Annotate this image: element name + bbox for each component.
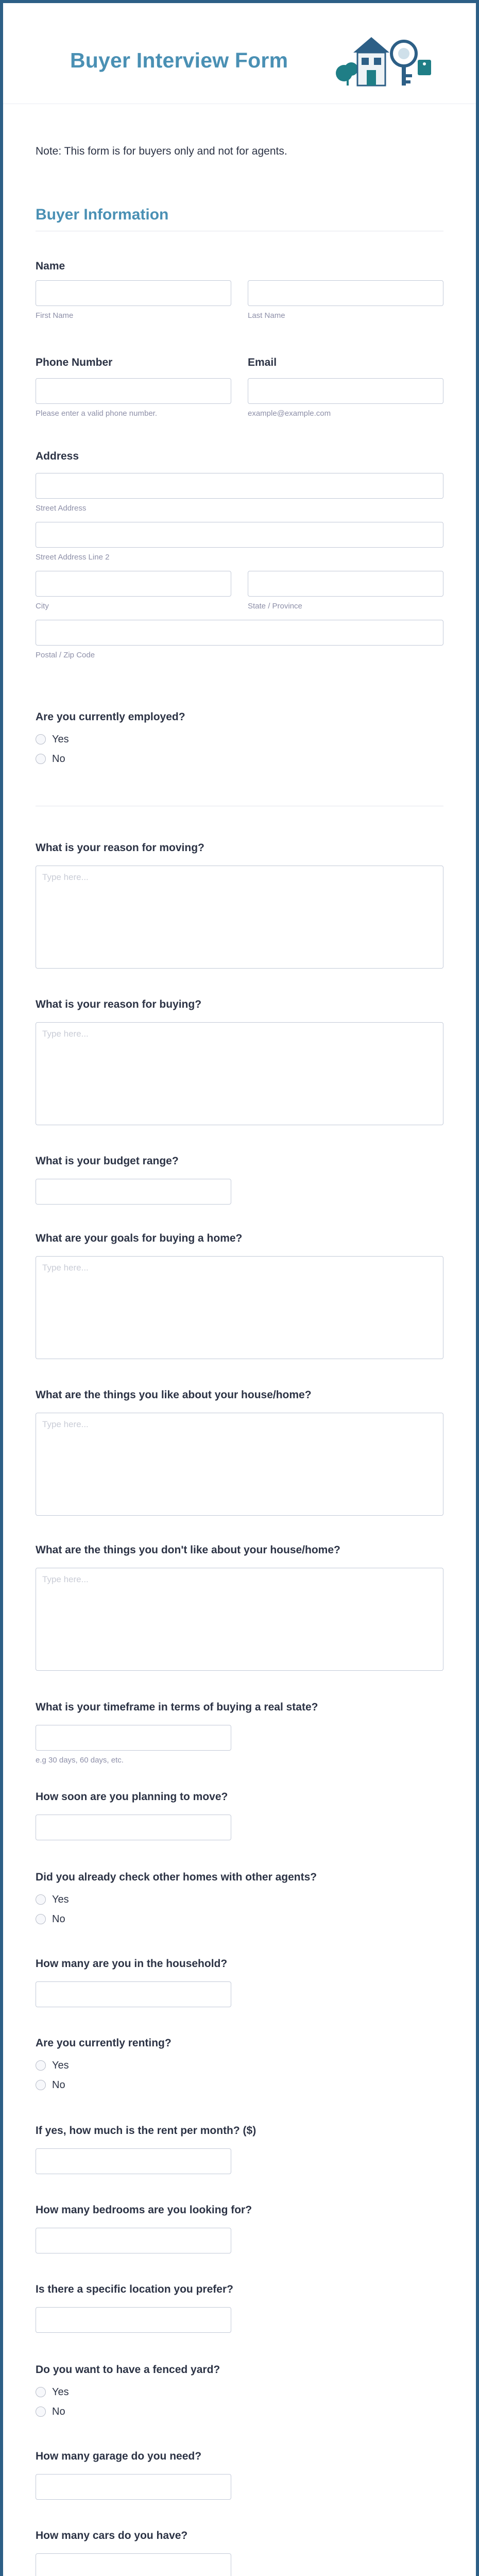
fenced-yard-yes-option[interactable]: Yes (36, 2385, 443, 2399)
radio-circle-icon[interactable] (36, 734, 46, 744)
email-sublabel: example@example.com (248, 409, 331, 418)
employed-label: Are you currently employed? (36, 711, 185, 723)
move-soon-input[interactable] (36, 1815, 231, 1840)
cars-label: How many cars do you have? (36, 2530, 188, 2541)
dislike-home-textarea[interactable] (36, 1568, 443, 1671)
garage-label: How many garage do you need? (36, 2450, 202, 2462)
section-title-buyer-info: Buyer Information (36, 206, 169, 223)
checked-homes-yes-option[interactable]: Yes (36, 1893, 443, 1906)
reason-moving-textarea[interactable] (36, 866, 443, 969)
radio-circle-icon[interactable] (36, 2060, 46, 2071)
employed-no-option[interactable]: No (36, 752, 443, 766)
dislike-home-label: What are the things you don't like about your house/home? (36, 1544, 340, 1556)
reason-moving-label: What is your reason for moving? (36, 842, 204, 854)
street-address-line2-sublabel: Street Address Line 2 (36, 553, 110, 562)
timeframe-input[interactable] (36, 1725, 231, 1751)
radio-circle-icon[interactable] (36, 754, 46, 764)
fenced-yard-no-option[interactable]: No (36, 2405, 443, 2418)
move-soon-label: How soon are you planning to move? (36, 1791, 228, 1803)
cars-input[interactable] (36, 2553, 231, 2576)
state-sublabel: State / Province (248, 602, 302, 611)
like-home-textarea[interactable] (36, 1413, 443, 1516)
timeframe-label: What is your timeframe in terms of buying a real state? (36, 1701, 318, 1713)
renting-yes-option[interactable]: Yes (36, 2059, 443, 2072)
form-header (3, 3, 476, 104)
like-home-label: What are the things you like about your house/home? (36, 1389, 312, 1401)
street-address-input[interactable] (36, 473, 443, 499)
garage-input[interactable] (36, 2474, 231, 2500)
rent-label: If yes, how much is the rent per month? ($) (36, 2125, 256, 2137)
email-label: Email (248, 357, 277, 368)
timeframe-sublabel: e.g 30 days, 60 days, etc. (36, 1756, 124, 1765)
phone-label: Phone Number (36, 357, 113, 368)
state-input[interactable] (248, 571, 443, 597)
rent-input[interactable] (36, 2148, 231, 2174)
bedrooms-input[interactable] (36, 2228, 231, 2253)
street-address-sublabel: Street Address (36, 504, 87, 513)
postal-code-sublabel: Postal / Zip Code (36, 651, 95, 659)
location-input[interactable] (36, 2307, 231, 2333)
reason-buying-label: What is your reason for buying? (36, 998, 202, 1010)
checked-homes-no-option[interactable]: No (36, 1912, 443, 1926)
radio-circle-icon[interactable] (36, 1914, 46, 1924)
checked-homes-label: Did you already check other homes with other agents? (36, 1871, 317, 1883)
phone-input[interactable] (36, 378, 231, 404)
employed-yes-option[interactable]: Yes (36, 733, 443, 746)
budget-input[interactable] (36, 1179, 231, 1205)
last-name-input[interactable] (248, 280, 443, 306)
street-address-line2-input[interactable] (36, 522, 443, 548)
first-name-sublabel: First Name (36, 311, 74, 320)
name-label: Name (36, 260, 65, 272)
house-key-logo-icon (333, 33, 436, 90)
last-name-sublabel: Last Name (248, 311, 285, 320)
renting-no-option[interactable]: No (36, 2078, 443, 2092)
phone-sublabel: Please enter a valid phone number. (36, 409, 157, 418)
household-input[interactable] (36, 1981, 231, 2007)
goals-label: What are your goals for buying a home? (36, 1232, 243, 1244)
fenced-yard-label: Do you want to have a fenced yard? (36, 2364, 220, 2376)
budget-label: What is your budget range? (36, 1155, 179, 1167)
radio-circle-icon[interactable] (36, 2406, 46, 2417)
household-label: How many are you in the household? (36, 1958, 228, 1970)
reason-buying-textarea[interactable] (36, 1022, 443, 1125)
radio-circle-icon[interactable] (36, 1894, 46, 1905)
form-title: Buyer Interview Form (70, 48, 288, 72)
city-input[interactable] (36, 571, 231, 597)
postal-code-input[interactable] (36, 620, 443, 646)
goals-textarea[interactable] (36, 1256, 443, 1359)
note-text: Note: This form is for buyers only and not for agents. (36, 145, 287, 157)
city-sublabel: City (36, 602, 49, 611)
bedrooms-label: How many bedrooms are you looking for? (36, 2204, 252, 2216)
address-label: Address (36, 450, 79, 462)
location-label: Is there a specific location you prefer? (36, 2283, 233, 2295)
radio-circle-icon[interactable] (36, 2080, 46, 2090)
first-name-input[interactable] (36, 280, 231, 306)
renting-label: Are you currently renting? (36, 2037, 172, 2049)
email-input[interactable] (248, 378, 443, 404)
radio-circle-icon[interactable] (36, 2387, 46, 2397)
